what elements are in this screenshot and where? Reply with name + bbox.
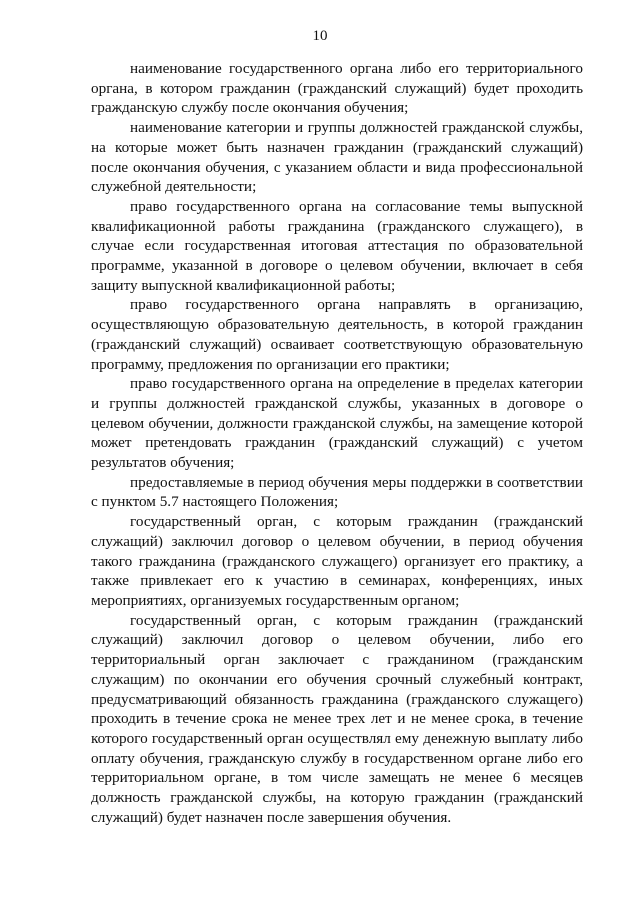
page-number: 10 [312, 28, 328, 44]
paragraph: право государственного органа на согласование темы выпускной квалификационной работы гражданина (гражданского служащего), в случае если государственная итоговая аттестация по образовательной программе, указанной в договоре о целевом обучении, включает в себя защиту выпускной квалификационной работы; [91, 197, 583, 294]
paragraph: государственный орган, с которым гражданин (гражданский служащий) заключил договор о целевом обучении, в период обучения такого гражданина (гражданского служащего) организует его практику, а также привлекает его к участию в семинарах, конференциях, иных мероприятиях, организуемых государственным органом; [91, 513, 583, 609]
paragraph: предоставляемые в период обучения меры поддержки в соответствии с пунктом 5.7 настоящего Положения; [91, 473, 583, 511]
paragraph: наименование категории и группы должностей гражданской службы, на которые может быть назначен гражданин (гражданский служащий) после окончания обучения, с указанием области и вида профессиональной служебной деятельности; [91, 119, 583, 196]
paragraph: государственный орган, с которым гражданин (гражданский служащий) заключил договор о целевом обучении, либо его территориальный орган заключает с гражданином (гражданским служащим) по окончании его обучения срочный служебный контракт, предусматривающий обязанность гражданина (гражданского служащего) проходить в течение срока не менее трех лет и не менее срока, в течение которого государственный орган осуществлял ему денежную выплату либо оплату обучения, гражданскую службу в государственном органе либо его территориальном органе, в том числе замещать не менее 6 месяцев должность гражданской службы, на которую гражданин (гражданский служащий) будет назначен после завершения обучения. [91, 611, 583, 826]
document-body [91, 59, 583, 827]
paragraph: право государственного органа на определение в пределах категории и группы должностей гражданской службы, указанных в договоре о целевом обучении, должности гражданской службы, на замещение которой может претендовать гражданин (гражданский служащий) с учетом результатов обучения; [91, 375, 583, 472]
paragraph: право государственного органа направлять в организацию, осуществляющую образовательную деятельность, в которой гражданин (гражданский служащий) осваивает соответствующую образовательную программу, предложения по организации его практики; [91, 296, 583, 373]
paragraph: наименование государственного органа либо его территориального органа, в котором гражданин (гражданский служащий) будет проходить гражданскую службу после окончания обучения; [91, 60, 583, 117]
